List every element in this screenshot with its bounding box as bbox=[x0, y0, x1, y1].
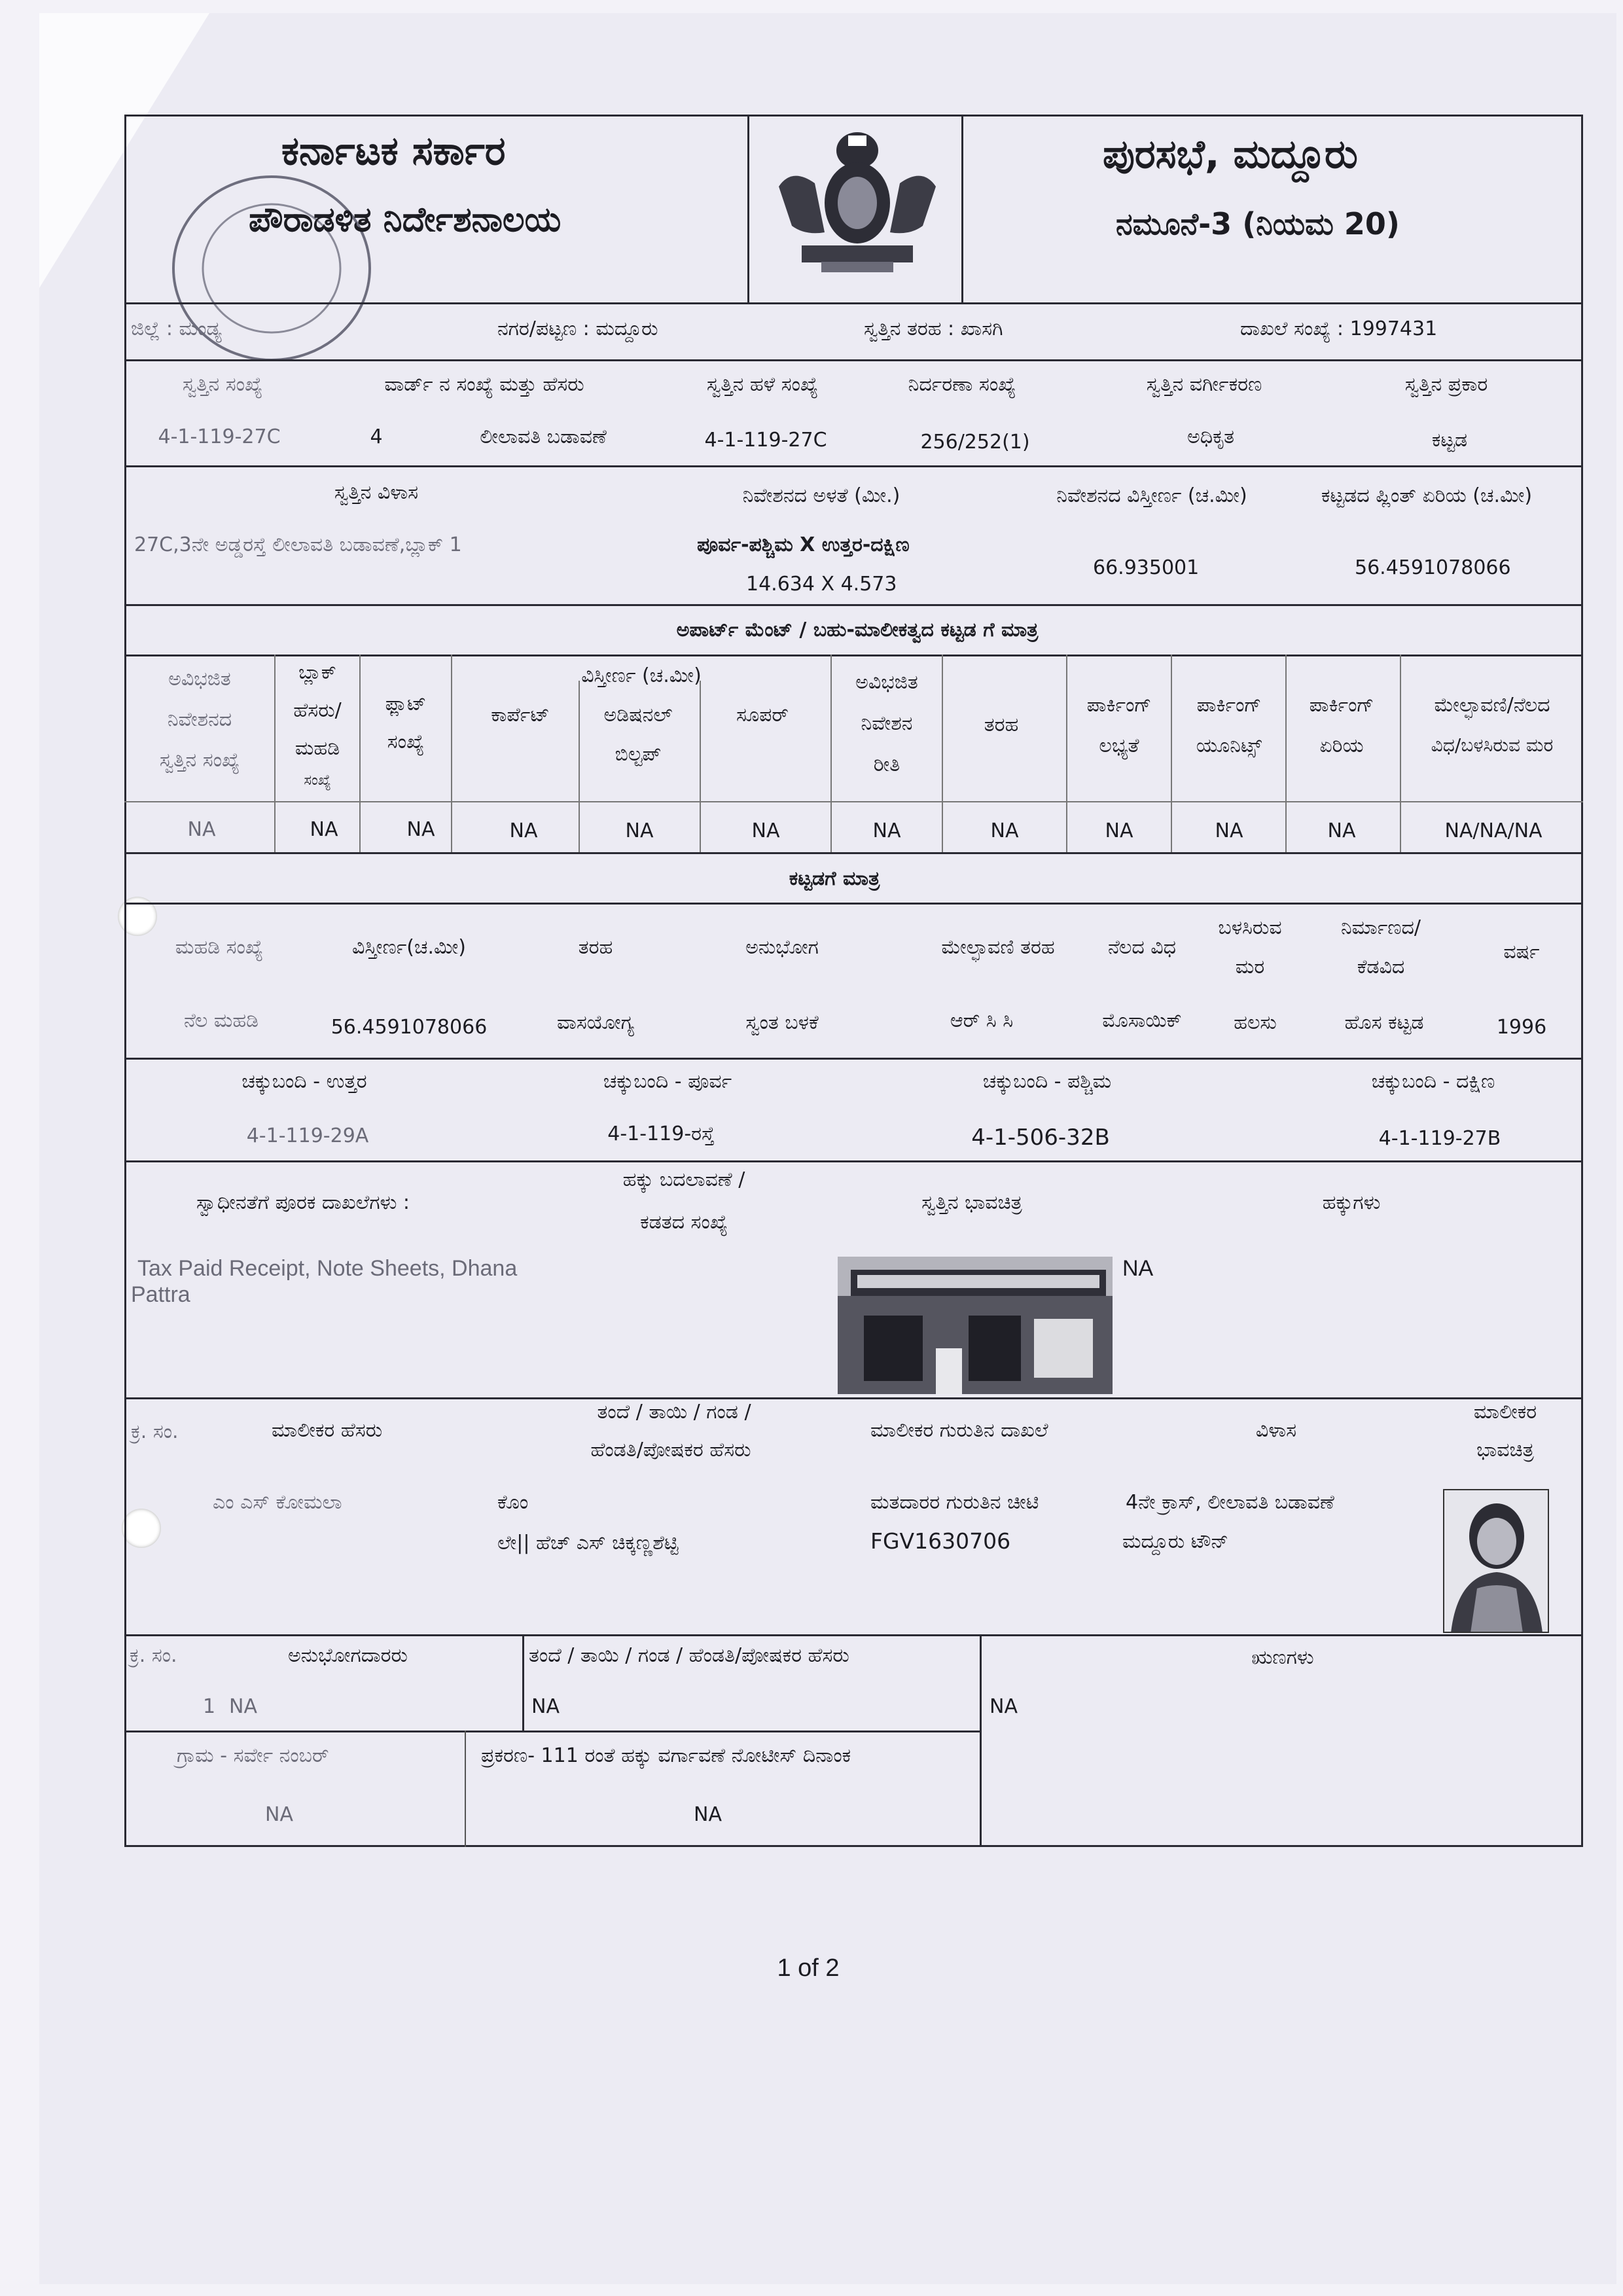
h-built-2: ಕೆಡವಿದ bbox=[1357, 956, 1405, 978]
h-dimension: ನಿವೇಶನದ ಅಳತೆ (ಮೀ.) bbox=[742, 484, 901, 507]
occupant-relation: NA bbox=[531, 1695, 560, 1718]
old-number: 4-1-119-27C bbox=[704, 429, 827, 452]
h-flat-1: ಫ್ಲಾಟ್ bbox=[385, 692, 427, 715]
h-rights: ಹಕ್ಕುಗಳು bbox=[1322, 1191, 1381, 1214]
classification-value: ಅಧಿಕೃತ bbox=[1186, 425, 1235, 448]
district-label: ಜಿಲ್ಲೆ : ಮಂಡ್ಯ bbox=[131, 317, 222, 340]
survey-divider bbox=[465, 1731, 466, 1847]
usage-value: ಸ್ವಂತ ಬಳಕೆ bbox=[745, 1011, 819, 1034]
apartment-grid bbox=[124, 655, 1583, 854]
h-occupant-relation: ತಂದೆ / ತಾಯಿ / ಗಂಡ / ಹೆಂಡತಿ/ಪೋಷಕರ ಹೆಸರು bbox=[529, 1644, 849, 1667]
person-photo-icon bbox=[1444, 1490, 1549, 1633]
floor-type-value: ಮೊಸಾಯಿಕ್ bbox=[1102, 1009, 1182, 1032]
h-block-4: ಸಂಖ್ಯೆ bbox=[304, 772, 331, 789]
owner-photo bbox=[1443, 1489, 1549, 1633]
h-transfer-1: ಹಕ್ಕು ಬದಲಾವಣೆ / bbox=[622, 1168, 745, 1191]
h-park-units-1: ಪಾರ್ಕಿಂಗ್ bbox=[1196, 694, 1262, 717]
h-owner-photo-1: ಮಾಲೀಕರ bbox=[1473, 1401, 1537, 1424]
east-label: ಚಕ್ಕುಬಂದಿ - ಪೂರ್ವ bbox=[603, 1070, 732, 1093]
h-additional-1: ಅಡಿಷನಲ್ bbox=[603, 704, 673, 726]
h-old-no: ಸ್ವತ್ತಿನ ಹಳೆ ಸಂಖ್ಯೆ bbox=[706, 373, 819, 396]
apt-super-value: NA bbox=[751, 819, 780, 842]
rights-value: NA bbox=[1122, 1256, 1154, 1281]
h-super: ಸೂಪರ್ bbox=[736, 704, 789, 726]
apt-additional-value: NA bbox=[625, 819, 654, 842]
property-number: 4-1-119-27C bbox=[158, 425, 281, 448]
h-roof-type: ಮೇಲ್ಛಾವಣಿ ತರಹ bbox=[941, 936, 1055, 959]
assessment-number: 256/252(1) bbox=[920, 431, 1030, 454]
h-area-group: ವಿಸ್ತೀರ್ಣ (ಚ.ಮೀ) bbox=[581, 664, 702, 687]
owner-address-2: ಮದ್ದೂರು ಟೌನ್ bbox=[1122, 1530, 1228, 1553]
apt-method-value: NA bbox=[872, 819, 901, 842]
h-ward: ವಾರ್ಡ್ ನ ಸಂಖ್ಯೆ ಮತ್ತು ಹೆಸರು bbox=[384, 373, 584, 396]
building-area-value: 56.4591078066 bbox=[330, 1016, 488, 1039]
apt-park-avail-value: NA bbox=[1105, 819, 1133, 842]
north-label: ಚಕ್ಕುಬಂದಿ - ಉತ್ತರ bbox=[241, 1070, 367, 1093]
municipality-name: ಪುರಸಭೆ, ಮದ್ದೂರು bbox=[1103, 132, 1358, 177]
apartment-title: ಅಪಾರ್ಟ್ ಮೆಂಟ್ / ಬಹು-ಮಾಲೀಕತ್ವದ ಕಟ್ಟಡ ಗೆ ಮಾತ್ರ bbox=[676, 619, 1039, 641]
h-transfer-2: ಕಡತದ ಸಂಖ್ಯೆ bbox=[640, 1211, 728, 1234]
wood-value: ಹಲಸು bbox=[1234, 1011, 1277, 1034]
property-photo bbox=[838, 1257, 1113, 1394]
apt-park-units-value: NA bbox=[1215, 819, 1243, 842]
h-undivided-1: ಅವಿಭಜಿತ bbox=[168, 668, 231, 691]
h-building-kind: ತರಹ bbox=[578, 936, 613, 959]
h-owner-name: ಮಾಲೀಕರ ಹೆಸರು bbox=[272, 1419, 383, 1442]
h-method-3: ರೀತಿ bbox=[873, 753, 901, 776]
south-label: ಚಕ್ಕುಬಂದಿ - ದಕ್ಷಿಣ bbox=[1371, 1070, 1495, 1093]
h-kind: ತರಹ bbox=[984, 713, 1019, 736]
h-year: ವರ್ಷ bbox=[1503, 941, 1540, 963]
h-undivided-3: ಸ್ವತ್ತಿನ ಸಂಖ್ಯೆ bbox=[159, 749, 240, 772]
roof-type-value: ಆರ್ ಸಿ ಸಿ bbox=[950, 1009, 1014, 1032]
form-name: ನಮೂನೆ-3 (ನಿಯಮ 20) bbox=[1116, 206, 1400, 242]
occupants-divider bbox=[522, 1634, 524, 1732]
h-wood-2: ಮರ bbox=[1235, 956, 1265, 978]
gov-title: ಕರ್ನಾಟಕ ಸರ್ಕಾರ bbox=[281, 128, 506, 174]
apt-park-area-value: NA bbox=[1327, 819, 1356, 842]
h-method-2: ನಿವೇಶನ bbox=[861, 712, 913, 735]
h-property-photo: ಸ್ವತ್ತಿನ ಭಾವಚಿತ್ರ bbox=[921, 1191, 1022, 1214]
h-owner-relation-2: ಹೆಂಡತಿ/ಪೋಷಕರ ಹೆಸರು bbox=[590, 1439, 751, 1462]
h-roof-2: ವಿಧ/ಬಳಸಿರುವ ಮರ bbox=[1431, 734, 1554, 756]
h-floor-no: ಮಹಡಿ ಸಂಖ್ಯೆ bbox=[175, 936, 264, 959]
owner-id-type: ಮತದಾರರ ಗುರುತಿನ ಚೀಟಿ bbox=[870, 1491, 1039, 1514]
h-park-area-1: ಪಾರ್ಕಿಂಗ್ bbox=[1309, 694, 1374, 717]
supporting-docs-line-2: Pattra bbox=[131, 1282, 190, 1307]
h-park-units-2: ಯೂನಿಟ್ಸ್ bbox=[1196, 734, 1262, 757]
h-usage: ಅನುಭೋಗ bbox=[745, 936, 819, 959]
owner-id-number: FGV1630706 bbox=[870, 1528, 1011, 1554]
building-photo-icon bbox=[838, 1257, 1113, 1394]
h-owner-address: ವಿಳಾಸ bbox=[1255, 1419, 1297, 1442]
notice-value: NA bbox=[694, 1803, 722, 1826]
h-notice-date: ಪ್ರಕರಣ- 111 ರಂತೆ ಹಕ್ಕು ವರ್ಗಾವಣೆ ನೋಟೀಸ್ ದಿನಾಂಕ bbox=[481, 1744, 851, 1767]
h-site-area: ನಿವೇಶನದ ವಿಸ್ತೀರ್ಣ (ಚ.ಮೀ) bbox=[1056, 484, 1247, 507]
dept-title: ಪೌರಾಡಳಿತ ನಿರ್ದೇಶನಾಲಯ bbox=[249, 200, 562, 240]
h-assessment-no: ನಿರ್ದರಣಾ ಸಂಖ್ಯೆ bbox=[908, 373, 1016, 396]
type-value: ಕಟ್ಟಡ bbox=[1431, 429, 1468, 452]
h-owner-relation-1: ತಂದೆ / ತಾಯಿ / ಗಂಡ / bbox=[597, 1401, 751, 1424]
property-address: 27C,3ನೇ ಅಡ್ಡರಸ್ತೆ ಲೀಲಾವತಿ ಬಡಾವಣೆ,ಬ್ಲಾಕ್ 1 bbox=[134, 533, 462, 556]
year-value: 1996 bbox=[1496, 1016, 1547, 1039]
karnataka-emblem-icon bbox=[766, 121, 949, 278]
supporting-docs-line-1: Tax Paid Receipt, Note Sheets, Dhana bbox=[137, 1256, 518, 1281]
h-park-avail-1: ಪಾರ್ಕಿಂಗ್ bbox=[1086, 694, 1152, 717]
h-undivided-2: ನಿವೇಶನದ bbox=[167, 708, 232, 731]
h-classification: ಸ್ವತ್ತಿನ ವರ್ಗೀಕರಣ bbox=[1146, 373, 1262, 396]
h-liabilities: ಋಣಗಳು bbox=[1251, 1646, 1314, 1669]
west-boundary: 4-1-506-32B bbox=[971, 1124, 1110, 1151]
owner-address-1: 4ನೇ ಕ್ರಾಸ್, ಲೀಲಾವತಿ ಬಡಾವಣೆ bbox=[1126, 1491, 1334, 1514]
h-block-3: ಮಹಡಿ bbox=[294, 737, 340, 760]
floor-value: ನೆಲ ಮಹಡಿ bbox=[183, 1009, 259, 1032]
south-boundary: 4-1-119-27B bbox=[1378, 1127, 1501, 1150]
h-supporting-docs: ಸ್ವಾಧೀನತೆಗೆ ಪೂರಕ ದಾಖಲೆಗಳು : bbox=[196, 1191, 410, 1214]
west-label: ಚಕ್ಕುಬಂದಿ - ಪಶ್ಚಿಮ bbox=[982, 1070, 1112, 1093]
h-block-2: ಹೆಸರು/ bbox=[293, 699, 342, 722]
h-owner-id: ಮಾಲೀಕರ ಗುರುತಿನ ದಾಖಲೆ bbox=[870, 1419, 1048, 1442]
h-owner-sl: ಕ್ರ. ಸಂ. bbox=[131, 1420, 179, 1443]
survey-value: NA bbox=[265, 1803, 293, 1826]
h-additional-2: ಬಿಲ್ಟಪ್ bbox=[615, 743, 662, 766]
built-value: ಹೊಸ ಕಟ್ಟಡ bbox=[1344, 1011, 1424, 1034]
apt-block-value: NA bbox=[310, 818, 338, 841]
h-flat-2: ಸಂಖ್ಯೆ bbox=[387, 730, 425, 753]
h-carpet: ಕಾರ್ಪೆಟ್ bbox=[491, 704, 550, 726]
h-floor-type: ನೆಲದ ವಿಧ bbox=[1107, 936, 1177, 959]
apt-kind-value: NA bbox=[990, 819, 1019, 842]
ward-name: ಲೀಲಾವತಿ ಬಡಾವಣೆ bbox=[480, 425, 607, 448]
h-owner-photo-2: ಭಾವಚಿತ್ರ bbox=[1476, 1439, 1534, 1462]
liabilities-value: NA bbox=[990, 1695, 1018, 1718]
property-kind-label: ಸ್ವತ್ತಿನ ತರಹ : ಖಾಸಗಿ bbox=[864, 317, 1003, 340]
east-boundary: 4-1-119-ರಸ್ತೆ bbox=[607, 1122, 715, 1145]
entry-number: ದಾಖಲೆ ಸಂಖ್ಯೆ : 1997431 bbox=[1240, 317, 1438, 340]
apt-flat-value: NA bbox=[406, 818, 435, 841]
owner-relation-1: ಕೊಂ bbox=[497, 1491, 529, 1514]
h-survey-no: ಗ್ರಾಮ - ಸರ್ವೇ ನಂಬರ್ bbox=[177, 1744, 329, 1767]
north-boundary: 4-1-119-29A bbox=[246, 1124, 369, 1147]
h-block-1: ಬ್ಲಾಕ್ bbox=[298, 661, 336, 684]
h-built-1: ನಿರ್ಮಾಣದ/ bbox=[1340, 916, 1421, 939]
property-id-row bbox=[124, 359, 1583, 467]
h-occupant-name: ಅನುಭೋಗದಾರರು bbox=[288, 1644, 408, 1667]
h-park-avail-2: ಲಭ್ಯತೆ bbox=[1099, 734, 1139, 757]
h-address: ಸ್ವತ್ತಿನ ವಿಳಾಸ bbox=[334, 481, 419, 504]
h-occupant-sl: ಕ್ರ. ಸಂ. bbox=[130, 1644, 177, 1667]
occupant-sl: 1 bbox=[203, 1695, 216, 1718]
owner-name: ಎಂ ಎಸ್ ಕೋಮಲಾ bbox=[213, 1491, 342, 1514]
dimension-label: ಪೂರ್ವ-ಪಶ್ಚಿಮ X ಉತ್ತರ-ದಕ್ಷಿಣ bbox=[697, 533, 910, 556]
dimension-value: 14.634 X 4.573 bbox=[746, 573, 897, 596]
apt-undivided-value: NA bbox=[187, 818, 216, 841]
h-wood-1: ಬಳಸಿರುವ bbox=[1218, 916, 1282, 939]
apt-roof-value: NA/NA/NA bbox=[1444, 819, 1543, 842]
h-building-area: ವಿಸ್ತೀರ್ಣ(ಚ.ಮೀ) bbox=[351, 936, 467, 959]
site-area-value: 66.935001 bbox=[1093, 556, 1200, 579]
owner-relation-2: ಲೇ|| ಹೆಚ್ ಎಸ್ ಚಿಕ್ಕಣ್ಣಶೆಟ್ಟಿ bbox=[497, 1532, 679, 1554]
building-kind-value: ವಾಸಯೋಗ್ಯ bbox=[556, 1011, 635, 1034]
apt-carpet-value: NA bbox=[509, 819, 538, 842]
h-property-no: ಸ್ವತ್ತಿನ ಸಂಖ್ಯೆ bbox=[182, 373, 263, 396]
plinth-area-value: 56.4591078066 bbox=[1355, 556, 1511, 579]
h-method-1: ಅವಿಭಜಿತ bbox=[855, 671, 918, 694]
h-park-area-2: ಏರಿಯ bbox=[1319, 734, 1364, 757]
occupant-name: NA bbox=[229, 1695, 257, 1718]
town-label: ನಗರ/ಪಟ್ಟಣ : ಮದ್ದೂರು bbox=[497, 317, 658, 340]
h-roof-1: ಮೇಲ್ಛಾವಣಿ/ನೆಲದ bbox=[1434, 694, 1550, 717]
h-plinth-area: ಕಟ್ಟಡದ ಪ್ಲಿಂತ್ ಏರಿಯ (ಚ.ಮೀ) bbox=[1321, 484, 1533, 507]
page-number: 1 of 2 bbox=[777, 1954, 840, 1982]
building-title: ಕಟ್ಟಡಗೆ ಮಾತ್ರ bbox=[789, 867, 880, 890]
h-type: ಸ್ವತ್ತಿನ ಪ್ರಕಾರ bbox=[1404, 373, 1488, 396]
ward-number: 4 bbox=[370, 425, 383, 448]
